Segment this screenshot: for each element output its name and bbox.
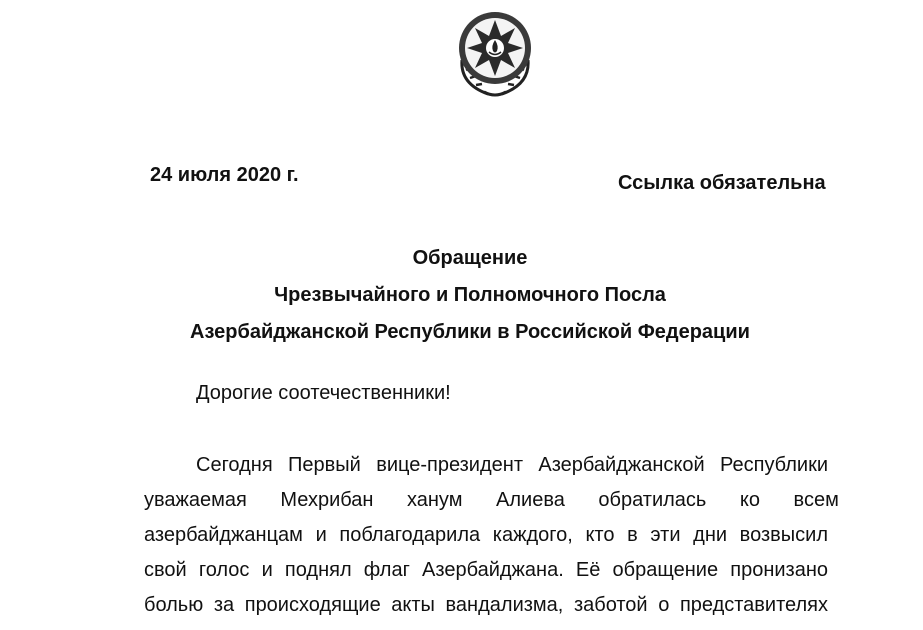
paragraph-line: болью за происходящие акты вандализма, заботой о представителях: [144, 594, 828, 616]
document-title: [150, 240, 790, 351]
reference-note: Ссылка обязательна: [618, 172, 826, 194]
body-paragraph: [144, 448, 839, 623]
document-date: 24 июля 2020 г.: [150, 164, 299, 186]
paragraph-line: Сегодня Первый вице-президент Азербайджанской Республики: [196, 454, 828, 476]
paragraph-line: азербайджанцам и поблагодарила каждого, кто в эти дни возвысил: [144, 524, 828, 546]
title-line: Чрезвычайного и Полномочного Посла: [274, 284, 666, 306]
title-line: Обращение: [412, 247, 528, 269]
greeting: Дорогие соотечественники!: [196, 382, 451, 404]
state-emblem-icon: [452, 4, 538, 100]
title-line: Азербайджанской Республики в Российской Федерации: [190, 321, 750, 343]
paragraph-line: уважаемая Мехрибан ханум Алиева обратилась ко всем: [144, 489, 839, 511]
paragraph-line: свой голос и поднял флаг Азербайджана. Её обращение пронизано: [144, 559, 828, 581]
